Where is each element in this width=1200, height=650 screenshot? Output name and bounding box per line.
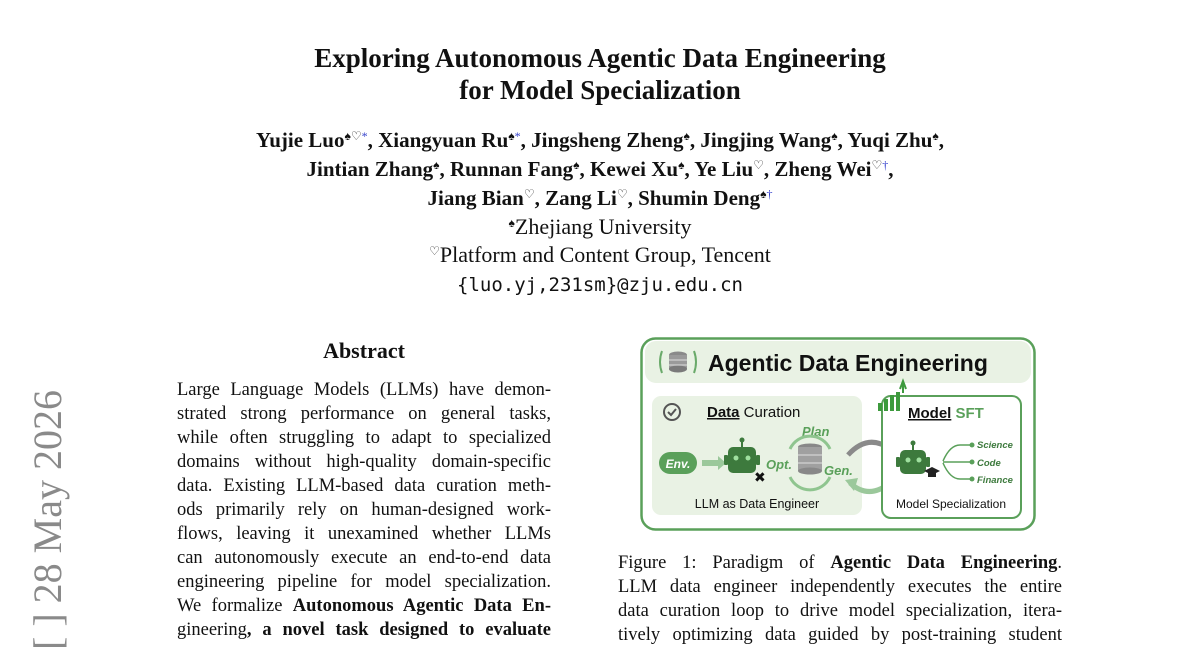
llm-engineer-label: LLM as Data Engineer (694, 497, 820, 511)
author-affiliation-mark: ♠♡ (344, 129, 362, 143)
arxiv-side-stamp: [ ] 28 May 2026 (25, 390, 70, 650)
plan-label: Plan (802, 424, 830, 439)
author-separator: , (367, 128, 379, 152)
caption-line: Figure 1: Paradigm of Agentic Data Engineering. (618, 553, 1062, 573)
abstract-line: strated strong performance on general tasks, (177, 404, 551, 424)
author-separator: , (888, 157, 894, 181)
author-name: Jintian Zhang (306, 157, 434, 181)
env-label: Env. (665, 457, 691, 471)
author-name: Yujie Luo (255, 128, 345, 152)
author-affiliation-mark: ♠ (433, 158, 440, 172)
author-affiliation-mark: ♡ (753, 158, 764, 172)
affiliation-name: Zhejiang University (514, 214, 692, 239)
author (378, 128, 531, 152)
author-name: Runnan Fang (450, 157, 574, 181)
author-separator: , (579, 157, 591, 181)
author-affiliation-mark: ♠ (573, 158, 580, 172)
author-affiliation-mark: ♡ (871, 158, 883, 172)
author-separator: , (684, 157, 695, 181)
data-curation-label: Data Curation (707, 404, 801, 421)
author (531, 128, 700, 152)
author-line-3 (0, 184, 1200, 213)
author (256, 128, 378, 152)
domain-code: Code (977, 458, 1001, 469)
author (847, 128, 944, 152)
author-separator: , (763, 157, 775, 181)
paper-title-line-1: Exploring Autonomous Agentic Data Engineering (314, 43, 886, 73)
author-name: Yuqi Zhu (847, 128, 933, 152)
abstract-line: data. Existing LLM-based data curation meth- (177, 476, 551, 496)
author (694, 157, 774, 181)
author-separator: , (938, 128, 945, 152)
abstract-line: domains without high-quality domain-specific (177, 452, 551, 472)
author-affiliation-mark: ♡ (523, 187, 535, 201)
affiliation-tencent (0, 241, 1200, 269)
author (307, 157, 451, 181)
author-affiliation-mark: ♠ (760, 187, 767, 201)
author-note-mark[interactable]: † (766, 187, 773, 201)
author (638, 186, 772, 210)
caption-line: data curation loop to drive model specialization, itera- (618, 601, 1062, 621)
affiliation-mark: ♠ (508, 216, 515, 230)
domain-finance: Finance (977, 475, 1013, 486)
author (700, 128, 847, 152)
model-sft-label: Model SFT (908, 405, 984, 422)
author-name: Ye Liu (694, 157, 754, 181)
figure-title: Agentic Data Engineering (708, 350, 988, 376)
author-separator: , (520, 128, 532, 152)
author-separator: , (439, 157, 451, 181)
author-note-mark[interactable]: * (514, 129, 521, 143)
contact-email[interactable]: {luo.yj,231sm}@zju.edu.cn (457, 274, 743, 296)
figure-agentic-data-engineering (640, 337, 1036, 531)
domain-science: Science (977, 440, 1013, 451)
author-name: Zheng Wei (774, 157, 872, 181)
data-stack-icon (798, 444, 822, 475)
author (774, 157, 893, 181)
author-name: Xiangyuan Ru (378, 128, 509, 152)
author-name: Shumin Deng (638, 186, 761, 210)
paper-title-line-2: for Model Specialization (459, 75, 741, 105)
author-line-1 (0, 126, 1200, 155)
abstract-line: can autonomously execute an end-to-end data (177, 548, 551, 568)
affiliation-mark: ♡ (429, 244, 440, 258)
author-affiliation-mark: ♠ (831, 129, 838, 143)
author-affiliation-mark: ♠ (683, 129, 690, 143)
affiliation-zju (0, 213, 1200, 241)
author-line-2 (0, 155, 1200, 184)
author-affiliation-mark: ♠ (678, 158, 685, 172)
gen-label: Gen. (824, 463, 853, 478)
author-name: Kewei Xu (590, 157, 679, 181)
author-name: Jiang Bian (427, 186, 524, 210)
abstract-line: engineering pipeline for model specialization. (177, 572, 551, 592)
author (590, 157, 694, 181)
abstract-line: while often struggling to adapt to specialized (177, 428, 551, 448)
abstract-line: Large Language Models (LLMs) have demon- (177, 380, 551, 400)
abstract-line: flows, leaving it unexamined whether LLMs (177, 524, 551, 544)
author-affiliation-mark: ♠ (932, 129, 939, 143)
author-affiliation-mark: ♠ (508, 129, 515, 143)
abstract-line: We formalize Autonomous Agentic Data En- (177, 596, 551, 616)
author-note-mark[interactable]: * (361, 129, 368, 143)
author-separator: , (534, 186, 546, 210)
abstract-line: gineering, a novel task designed to evaluate (177, 620, 551, 640)
opt-label: Opt. (766, 457, 792, 472)
author (428, 186, 546, 210)
model-specialization-label: Model Specialization (895, 497, 1007, 511)
author-name: Jingjing Wang (700, 128, 832, 152)
author-name: Jingsheng Zheng (531, 128, 684, 152)
author-separator: , (837, 128, 848, 152)
caption-line: tively optimizing data guided by post-training student (618, 625, 1062, 645)
affiliation-name: Platform and Content Group, Tencent (439, 242, 771, 267)
author-name: Zang Li (545, 186, 617, 210)
author-affiliation-mark: ♡ (616, 187, 628, 201)
abstract-line: ods primarily rely on human-designed work- (177, 500, 551, 520)
author-separator: , (627, 186, 639, 210)
author (545, 186, 638, 210)
author (450, 157, 590, 181)
tools-icon: ✖ (754, 469, 766, 485)
author-separator: , (689, 128, 701, 152)
abstract-heading: Abstract (323, 338, 405, 363)
caption-line: LLM data engineer independently executes the entire (618, 577, 1062, 597)
author-note-mark[interactable]: † (882, 158, 889, 172)
